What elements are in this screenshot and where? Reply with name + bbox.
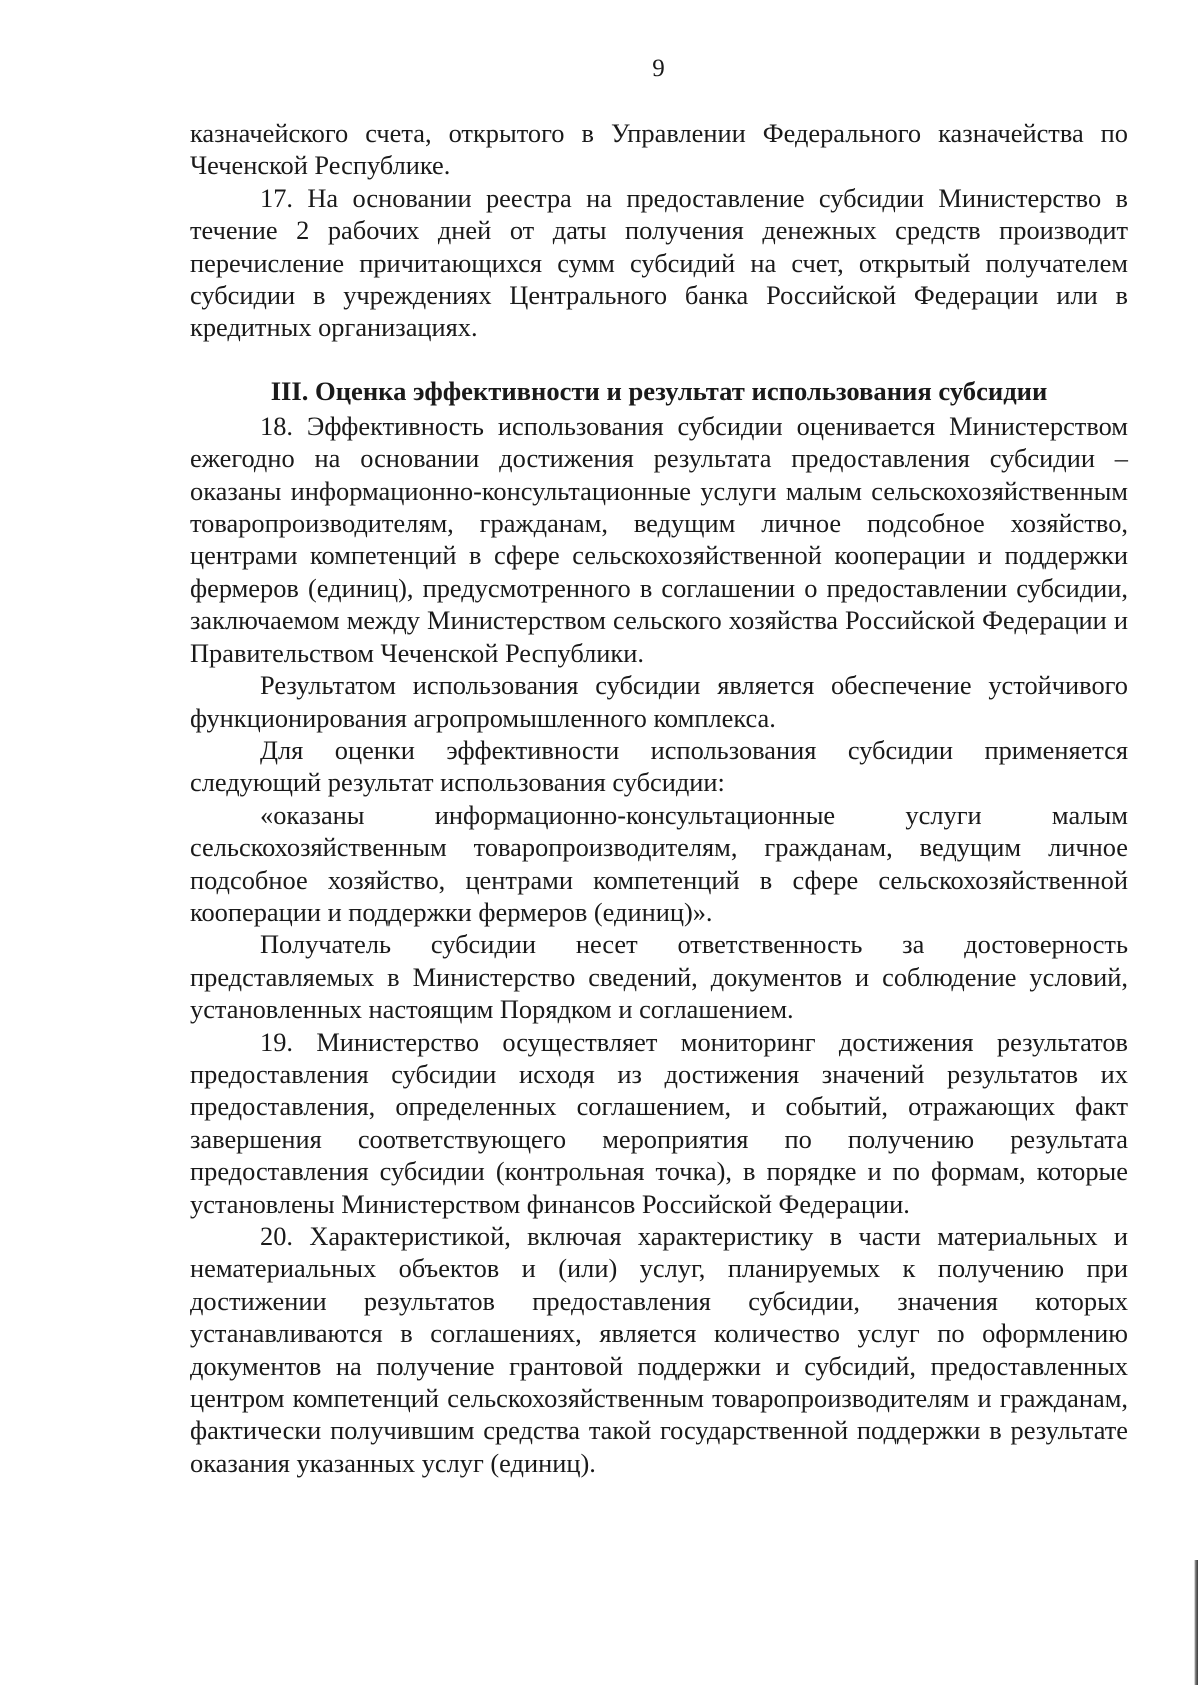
paragraph-17: 17. На основании реестра на предоставление субсидии Министерство в течение 2 рабочих дней от даты получения денежных средств производит перечисление причитающихся сумм субсидий на счет, открытый получателем субсидии в учреждениях Центрального банка Российской Федерации или в кредитных организациях. xyxy=(190,182,1128,343)
paragraph-result: Результатом использования субсидии является обеспечение устойчивого функционирования агропромышленного комплекса. xyxy=(190,670,1128,733)
paragraph-evaluation: Для оценки эффективности использования субсидии применяется следующий результат использования субсидии: xyxy=(190,734,1128,798)
section-title: III. Оценка эффективности и результат использования субсидии xyxy=(270,375,1048,406)
paragraph-19: 19. Министерство осуществляет мониторинг достижения результатов предоставления субсидии исходя из достижения значений результатов их предоставления, определенных соглашением, и событий, отражающих факт завершения соответствующего мероприятия по получению результата предоставления субсидии (контрольная точка), в порядке и по формам, которые установлены Министерством финансов Российской Федерации. xyxy=(190,1026,1128,1219)
paragraph-18: 18. Эффективность использования субсидии оценивается Министерством ежегодно на основании достижения результата предоставления субсидии – оказаны информационно-консультационные услуги малым сельскохозяйственным товаропроизводителям, гражданам, ведущим личное подсобное хозяйство, центрами компетенций в сфере сельскохозяйственной кооперации и поддержки фермеров (единиц), предусмотренного в соглашении о предоставлении субсидии, заключаемом между Министерством сельского хозяйства Российской Федерации и Правительством Чеченской Республики. xyxy=(190,410,1128,668)
paragraph-responsibility: Получатель субсидии несет ответственность за достоверность представляемых в Министерство сведений, документов и соблюдение условий, установленных настоящим Порядком и соглашением. xyxy=(190,929,1128,1025)
page-number: 9 xyxy=(652,55,665,82)
paragraph-continuation: казначейского счета, открытого в Управлении Федерального казначейства по Чеченской Республике. xyxy=(190,118,1128,181)
document-body xyxy=(190,117,1128,1479)
scan-edge-shadow xyxy=(1194,1560,1198,1685)
paragraph-20: 20. Характеристикой, включая характеристику в части материальных и нематериальных объектов и (или) услуг, планируемых к получению при достижении результатов предоставления субсидии, значения которых устанавливаются в соглашениях, является количество услуг по оформлению документов на получение грантовой поддержки и субсидий, предоставленных центром компетенций сельскохозяйственным товаропроизводителям и гражданам, фактически получившим средства такой государственной поддержки в результате оказания указанных услуг (единиц). xyxy=(190,1221,1128,1478)
paragraph-quote: «оказаны информационно-консультационные услуги малым сельскохозяйственным товаропроизводителям, гражданам, ведущим личное подсобное хозяйство, центрами компетенций в сфере сельскохозяйственной кооперации и поддержки фермеров (единиц)». xyxy=(190,799,1128,927)
